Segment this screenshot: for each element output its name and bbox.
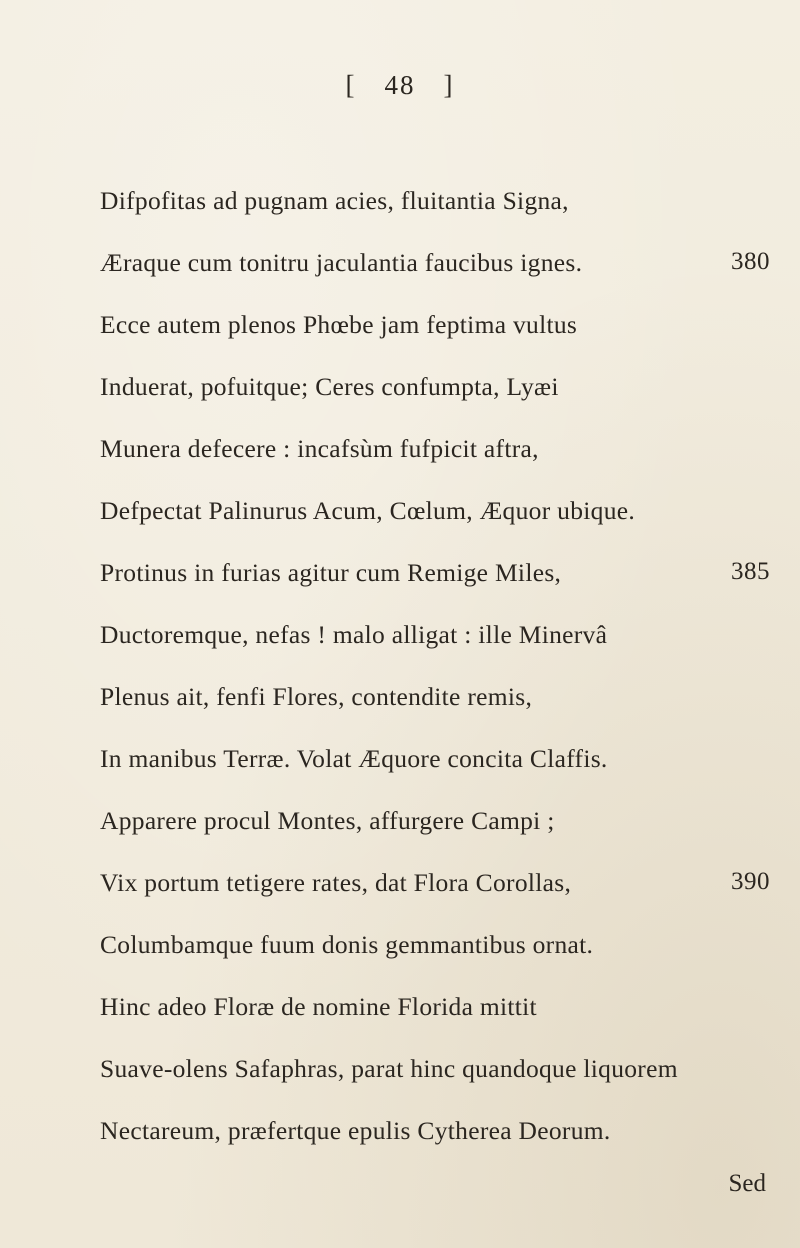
verse-line: Suave-olens Safaphras, parat hinc quandoque liquorem xyxy=(100,1054,678,1083)
verse-line: Difpofitas ad pugnam acies, fluitantia Signa, xyxy=(100,186,569,215)
bracket-close: ] xyxy=(443,70,455,100)
verse-line: Induerat, pofuitque; Ceres confumpta, Lyæi xyxy=(100,372,559,401)
verse-line: Hinc adeo Floræ de nomine Florida mittit xyxy=(100,992,537,1021)
verse-line: Protinus in furias agitur cum Remige Miles, xyxy=(100,558,562,587)
verse-line: Vix portum tetigere rates, dat Flora Corollas, xyxy=(100,868,572,897)
verse-line: Ecce autem plenos Phœbe jam feptima vultus xyxy=(100,310,578,339)
verse-line: Ductoremque, nefas ! malo alligat : ille Minervâ xyxy=(100,620,608,649)
verse-line: Æraque cum tonitru jaculantia faucibus ignes. xyxy=(100,248,583,277)
line-number: 390 xyxy=(731,868,770,895)
verse-line: Defpectat Palinurus Acum, Cœlum, Æquor ubique. xyxy=(100,496,636,525)
verse-line: Munera defecere : incafsùm fufpicit aftra, xyxy=(100,434,539,463)
line-number: 380 xyxy=(731,248,770,275)
catchword: Sed xyxy=(728,1170,766,1197)
verse-line: In manibus Terræ. Volat Æquore concita Claffis. xyxy=(100,744,608,773)
verse-line: Apparere procul Montes, affurgere Campi ; xyxy=(100,806,555,835)
verse-line: Nectareum, præfertque epulis Cytherea Deorum. xyxy=(100,1116,611,1145)
line-number: 385 xyxy=(731,558,770,585)
bracket-open: [ xyxy=(345,70,357,100)
verse-line: Columbamque fuum donis gemmantibus ornat. xyxy=(100,930,594,959)
page-number: 48 xyxy=(384,70,416,100)
verse-line: Plenus ait, fenfi Flores, contendite remis, xyxy=(100,682,533,711)
page-header xyxy=(0,70,800,101)
